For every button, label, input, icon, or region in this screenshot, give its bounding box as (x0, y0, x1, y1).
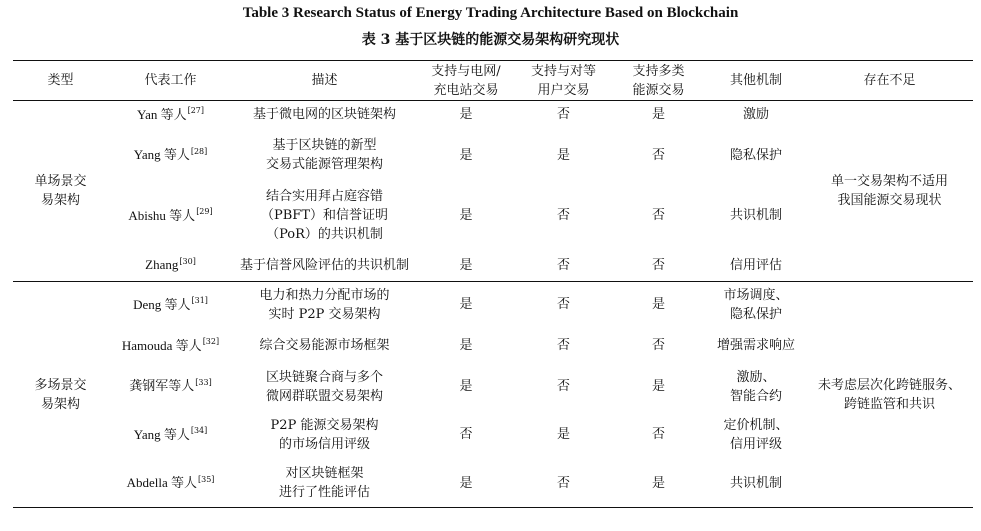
header-multi-energy-trading: 支持多类 能源交易 (632, 63, 685, 98)
group-shortcoming: 未考虑层次化跨链服务、 跨链监管和共识 (817, 377, 961, 412)
grid-cell: 否 (459, 427, 473, 442)
group-single-scenario (13, 101, 973, 282)
multi-cell: 否 (651, 208, 665, 223)
author-cell: Yang 等人[34] (133, 426, 208, 442)
header-description: 描述 (311, 73, 338, 88)
peer-cell: 否 (556, 379, 570, 394)
author-cell: Hamouda 等人[32] (121, 337, 220, 353)
description-cell: 结合实用拜占庭容错 （PBFT）和信誉证明 （PoR）的共识机制 (261, 189, 388, 242)
peer-cell: 否 (556, 208, 570, 223)
multi-cell: 是 (651, 297, 665, 313)
description-cell: 基于信誉风险评估的共识机制 (239, 257, 409, 273)
header-other-mechanisms: 其他机制 (729, 73, 782, 88)
header-shortcomings: 存在不足 (863, 73, 916, 88)
author-cell: Deng 等人[31] (133, 296, 208, 312)
other-cell: 共识机制 (729, 208, 782, 223)
multi-cell: 是 (651, 379, 665, 394)
group-shortcoming: 单一交易架构不适用 我国能源交易现状 (830, 174, 948, 208)
description-cell: P2P 能源交易架构 的市场信用评级 (270, 417, 379, 452)
grid-cell: 是 (459, 107, 473, 123)
peer-cell: 否 (556, 338, 570, 353)
author-cell: Yan 等人[27] (136, 106, 205, 122)
other-cell: 市场调度、 隐私保护 (723, 287, 789, 322)
peer-cell: 是 (556, 427, 570, 442)
group-type-label: 多场景交 易架构 (34, 377, 87, 412)
multi-cell: 否 (651, 257, 665, 273)
description-cell: 基于区块链的新型 交易式能源管理架构 (265, 138, 383, 172)
header-type: 类型 (47, 73, 74, 88)
multi-cell: 是 (651, 107, 665, 123)
description-cell: 综合交易能源市场框架 (259, 338, 390, 353)
table-row (13, 101, 973, 129)
group-multi-scenario (13, 282, 973, 508)
description-cell: 对区块链框架 进行了性能评估 (278, 466, 370, 501)
peer-cell: 是 (556, 147, 570, 163)
author-cell: 龚钢军等人[33] (129, 377, 212, 394)
other-cell: 激励 (742, 107, 769, 123)
peer-cell: 否 (556, 297, 570, 313)
header-grid-station-trading: 支持与电网/ 充电站交易 (431, 63, 501, 98)
grid-cell: 是 (459, 257, 473, 273)
author-cell: Abdella 等人[35] (126, 474, 215, 491)
author-cell: Abishu 等人[29] (128, 207, 213, 223)
table-caption-chinese: 表 3 基于区块链的能源交易架构研究现状 (361, 32, 620, 48)
author-cell: Yang 等人[28] (133, 146, 208, 162)
peer-cell: 否 (556, 257, 570, 273)
description-cell: 电力和热力分配市场的 实时 P2P 交易架构 (259, 287, 390, 322)
multi-cell: 否 (651, 338, 665, 353)
multi-cell: 是 (651, 475, 665, 491)
grid-cell: 是 (459, 475, 473, 491)
research-status-table (13, 60, 973, 508)
table-caption-english: Table 3 Research Status of Energy Trading Architecture Based on Blockchain (242, 5, 739, 21)
grid-cell: 是 (459, 147, 473, 163)
grid-cell: 是 (459, 297, 473, 313)
peer-cell: 否 (556, 475, 570, 491)
table-row (13, 282, 973, 328)
description-cell: 基于微电网的区块链架构 (252, 107, 396, 123)
multi-cell: 否 (651, 147, 665, 163)
other-cell: 信用评估 (729, 257, 782, 273)
other-cell: 共识机制 (729, 475, 782, 491)
other-cell: 增强需求响应 (716, 338, 795, 353)
author-cell: Zhang[30] (145, 256, 196, 273)
multi-cell: 否 (651, 427, 665, 442)
peer-cell: 否 (556, 107, 570, 123)
group-type-label: 单场景交 易架构 (34, 174, 87, 208)
grid-cell: 是 (459, 338, 473, 353)
grid-cell: 是 (459, 208, 473, 223)
table-header (13, 61, 973, 101)
grid-cell: 是 (459, 379, 473, 394)
other-cell: 隐私保护 (729, 147, 782, 163)
header-peer-trading: 支持与对等 用户交易 (530, 63, 596, 98)
header-representative-work: 代表工作 (144, 73, 197, 88)
other-cell: 激励、 智能合约 (729, 369, 782, 404)
other-cell: 定价机制、 信用评级 (723, 417, 789, 452)
description-cell: 区块链聚合商与多个 微网群联盟交易架构 (265, 369, 383, 404)
